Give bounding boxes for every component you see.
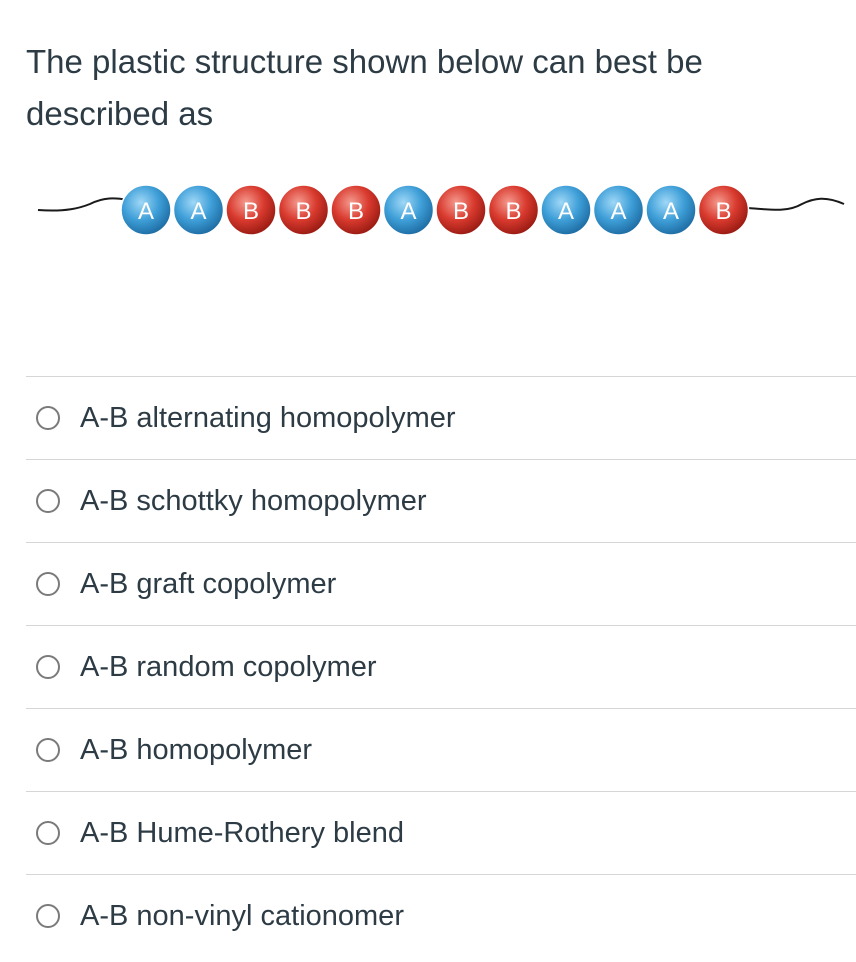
monomer-a: [594, 185, 644, 235]
answer-label: A-B alternating homopolymer: [80, 401, 456, 434]
radio-button[interactable]: [36, 738, 60, 762]
monomer-letter: B: [505, 198, 522, 225]
answer-option[interactable]: [26, 791, 856, 874]
answer-label: A-B random copolymer: [80, 650, 377, 683]
answer-label: A-B graft copolymer: [80, 567, 337, 600]
answer-label: A-B non-vinyl cationomer: [80, 899, 404, 932]
answer-label: A-B homopolymer: [80, 733, 313, 766]
polymer-chain-diagram: [36, 178, 848, 242]
monomer-letter: A: [662, 198, 680, 225]
monomer-a: [384, 185, 434, 235]
monomer-a: [541, 185, 591, 235]
answer-option[interactable]: [26, 625, 856, 708]
answer-option[interactable]: [26, 459, 856, 542]
answer-label: A-B schottky homopolymer: [80, 484, 427, 517]
chain-right-tail: [748, 199, 844, 210]
monomer-b: [226, 185, 276, 235]
radio-button[interactable]: [36, 904, 60, 928]
question-text: The plastic structure shown below can best be described as: [26, 43, 703, 132]
answer-label: A-B Hume-Rothery blend: [80, 816, 404, 849]
answer-option[interactable]: [26, 874, 856, 957]
monomer-letter: B: [347, 198, 365, 225]
monomer-b: [489, 185, 539, 235]
monomer-b: [279, 185, 329, 235]
monomer-a: [174, 185, 224, 235]
radio-button[interactable]: [36, 572, 60, 596]
monomer-letter: B: [242, 198, 260, 225]
radio-button[interactable]: [36, 406, 60, 430]
monomer-letter: A: [400, 198, 417, 225]
monomer-letter: B: [295, 198, 312, 225]
monomer-letter: B: [452, 198, 470, 225]
monomer-letter: A: [610, 198, 627, 225]
radio-button[interactable]: [36, 655, 60, 679]
monomer-b: [436, 185, 486, 235]
monomer-letter: B: [715, 198, 732, 225]
monomer-letter: A: [557, 198, 575, 225]
answer-option[interactable]: [26, 376, 856, 459]
answer-options: [26, 376, 856, 957]
monomer-b: [699, 185, 749, 235]
monomer-letter: A: [137, 198, 155, 225]
monomer-a: [121, 185, 171, 235]
radio-button[interactable]: [36, 489, 60, 513]
answer-option[interactable]: [26, 542, 856, 625]
monomer-b: [331, 185, 381, 235]
monomer-a: [646, 185, 696, 235]
answer-option[interactable]: [26, 708, 856, 791]
monomer-letter: A: [190, 198, 207, 225]
monomer-beads: [121, 185, 749, 235]
radio-button[interactable]: [36, 821, 60, 845]
